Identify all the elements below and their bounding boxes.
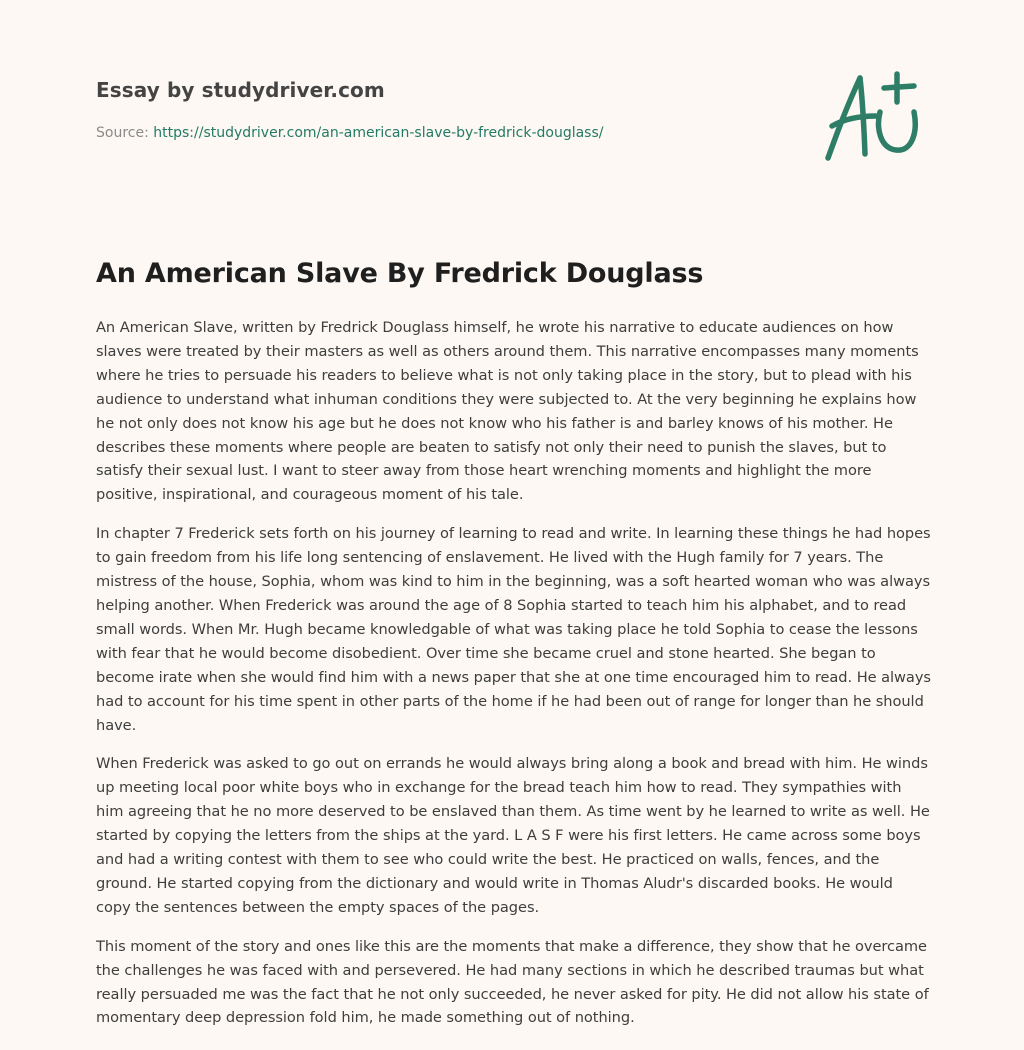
source-line [96,124,796,142]
source-link[interactable]: https://studydriver.com/an-american-slave-by-fredrick-douglass/ [153,125,604,141]
paragraph: This moment of the story and ones like this are the moments that make a difference, they show that he overcame the challenges he was faced with and persevered. He had many sections in which he described traumas but what really persuaded me was the fact that he not only succeeded, he never asked for pity. He did not allow his state of momentary deep depression fold him, he made something out of nothing. [96,937,929,1027]
paragraph: An American Slave, written by Fredrick Douglass himself, he wrote his narrative to educate audiences on how slaves were treated by their masters as well as others around them. This narrative encompasses many moments where he tries to persuade his readers to believe what is not only taking place in the story, but to plead with his audience to understand what inhuman conditions they were subjected to. At the very beginning he explains how he not only does not know his age but he does not know who his father is and barley knows of his mother. He describes these moments where people are beaten to satisfy not only their need to punish the slaves, but to satisfy their sexual lust. I want to steer away from those heart wrenching moments and highlight the more positive, inspirational, and courageous moment of his tale. [96,319,919,504]
page-header [96,76,796,142]
document-title: An American Slave By Fredrick Douglass [96,258,704,289]
site-title: Essay by studydriver.com [96,78,385,102]
essay-body [96,316,932,1045]
a-plus-grade-logo-icon [818,66,930,166]
paragraph: When Frederick was asked to go out on errands he would always bring along a book and bread with him. He winds up meeting local poor white boys who in exchange for the bread teach him how to read. They sympathies with him agreeing that he no more deserved to be enslaved than them. As time went by he learned to write as well. He started by copying the letters from the ships at the yard. L A S F were his first letters. He came across some boys and had a writing contest with them to see who could write the best. He practiced on walls, fences, and the ground. He started copying from the dictionary and would write in Thomas Aludr's discarded books. He would copy the sentences between the empty spaces of the pages. [96,755,930,916]
paragraph: In chapter 7 Frederick sets forth on his journey of learning to read and write. In learning these things he had hopes to gain freedom from his life long sentencing of enslavement. He lived with the Hugh family for 7 years. The mistress of the house, Sophia, whom was kind to him in the beginning, was a soft hearted woman who was always helping another. When Frederick was around the age of 8 Sophia started to teach him his alphabet, and to read small words. When Mr. Hugh became knowledgable of what was taking place he told Sophia to cease the lessons with fear that he would become disobedient. Over time she became cruel and stone hearted. She began to become irate when she would find him with a news paper that she at one time encouraged him to read. He always had to account for his time spent in other parts of the home if he had been out of range for longer than he should have. [96,525,931,734]
source-label: Source: [96,125,154,141]
